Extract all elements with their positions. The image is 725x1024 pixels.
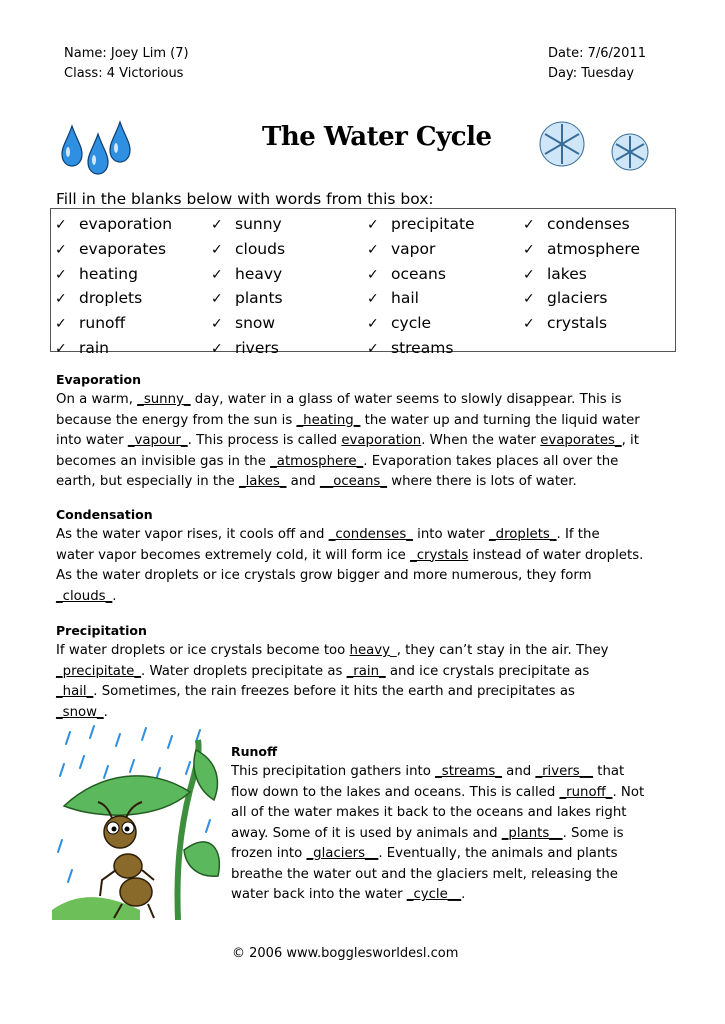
day: Day: Tuesday xyxy=(548,66,635,81)
condensation-section xyxy=(56,505,676,607)
paragraph-line: On a warm, _sunny_ day, water in a glass of water seems to slowly disappear. This is xyxy=(56,392,622,407)
word-bank-item: ✓ rivers xyxy=(211,337,285,362)
filled-blank: evaporation xyxy=(341,433,422,448)
filled-blank: _vapour_ xyxy=(127,433,188,448)
word-bank-item: ✓ droplets xyxy=(55,287,172,312)
checkmark-icon: ✓ xyxy=(211,340,223,357)
checkmark-icon: ✓ xyxy=(367,291,379,308)
word-bank-item: ✓ cycle xyxy=(367,312,475,337)
precipitation-section xyxy=(56,621,676,723)
word-bank-item: ✓ lakes xyxy=(523,263,640,288)
filled-blank: _atmosphere_ xyxy=(270,453,364,469)
word-bank-item: ✓ clouds xyxy=(211,238,285,263)
filled-blank: _lakes_ xyxy=(238,474,287,489)
checkmark-icon: ✓ xyxy=(523,266,535,283)
checkmark-icon: ✓ xyxy=(367,340,379,357)
paragraph-line: _hail_. Sometimes, the rain freezes before it hits the earth and precipitates as xyxy=(56,684,575,699)
paragraph-line: water back into the water _cycle__. xyxy=(231,887,466,902)
checkmark-icon: ✓ xyxy=(55,316,67,333)
checkmark-icon: ✓ xyxy=(211,316,223,333)
title-area xyxy=(250,112,492,172)
filled-blank: _rivers__ xyxy=(535,764,593,779)
student-name: Name: Joey Lim (7) xyxy=(64,46,189,61)
student-info xyxy=(64,44,189,84)
word-bank-item: ✓ oceans xyxy=(367,263,475,288)
date: Date: 7/6/2011 xyxy=(548,46,646,61)
word-bank-item: ✓ evaporation xyxy=(55,213,172,238)
filled-blank: _precipitate_ xyxy=(56,663,141,679)
word-bank-item: ✓ glaciers xyxy=(523,287,640,312)
copyright-footer: © 2006 www.bogglesworldesl.com xyxy=(232,946,459,961)
evaporation-section xyxy=(56,370,676,493)
paragraph-line: earth, but especially in the _lakes_ and __oceans_ where there is lots of water. xyxy=(56,474,577,489)
paragraph-line: all of the water makes it back to the oceans and lakes right xyxy=(231,805,627,820)
word-bank-item: ✓ streams xyxy=(367,337,475,362)
filled-blank: _heating_ xyxy=(296,412,361,428)
checkmark-icon: ✓ xyxy=(523,241,535,258)
word-bank-item: ✓ vapor xyxy=(367,238,475,263)
word-bank-column-3 xyxy=(367,213,475,362)
word-bank-item: ✓ precipitate xyxy=(367,213,475,238)
page-title: The Water Cycle xyxy=(262,122,492,152)
checkmark-icon: ✓ xyxy=(523,291,535,308)
section-title: Evaporation xyxy=(56,372,142,387)
filled-blank: _cycle__ xyxy=(406,887,462,902)
paragraph-line: _clouds_. xyxy=(56,588,117,604)
word-bank-item: ✓ condenses xyxy=(523,213,640,238)
paragraph-line: water vapor becomes extremely cold, it will form ice _crystals instead of water droplets. xyxy=(56,547,644,563)
instructions: Fill in the blanks below with words from this box: xyxy=(56,190,434,208)
filled-blank: _streams_ xyxy=(435,764,502,779)
word-bank-item: ✓ hail xyxy=(367,287,475,312)
filled-blank: _rain_ xyxy=(346,663,386,679)
paragraph-line: into water _vapour_. This process is called evaporation. When the water evaporates_, it xyxy=(56,433,639,448)
checkmark-icon: ✓ xyxy=(367,316,379,333)
checkmark-icon: ✓ xyxy=(211,241,223,258)
word-bank-item: ✓ atmosphere xyxy=(523,238,640,263)
paragraph-line: As the water vapor rises, it cools off and _condenses_ into water _droplets_. If the xyxy=(56,527,600,542)
filled-blank: _sunny_ xyxy=(137,392,191,407)
word-bank-item: ✓ crystals xyxy=(523,312,640,337)
filled-blank: evaporates_ xyxy=(540,433,622,448)
paragraph-line: becomes an invisible gas in the _atmosphere_. Evaporation takes places all over the xyxy=(56,453,619,469)
checkmark-icon: ✓ xyxy=(55,291,67,308)
checkmark-icon: ✓ xyxy=(523,316,535,333)
word-bank-item: ✓ heating xyxy=(55,263,172,288)
checkmark-icon: ✓ xyxy=(367,266,379,283)
filled-blank: _droplets_ xyxy=(489,527,557,542)
word-bank-item: ✓ snow xyxy=(211,312,285,337)
checkmark-icon: ✓ xyxy=(523,217,535,233)
paragraph-line: away. Some of it is used by animals and _plants__. Some is xyxy=(231,825,624,841)
filled-blank: heavy xyxy=(349,643,391,658)
ant-under-leaf-illustration xyxy=(50,720,225,920)
paragraph-line: breathe the water out and the glaciers melt, releasing the xyxy=(231,866,618,882)
student-class: Class: 4 Victorious xyxy=(64,66,184,81)
word-bank-item: ✓ plants xyxy=(211,287,285,312)
word-bank-item: ✓ evaporates xyxy=(55,238,172,263)
paragraph-line: _precipitate_. Water droplets precipitate as _rain_ and ice crystals precipitate as xyxy=(56,663,590,679)
checkmark-icon: ✓ xyxy=(211,266,223,283)
word-bank-column-2 xyxy=(211,213,285,362)
paragraph-line: As the water droplets or ice crystals grow bigger and more numerous, they form xyxy=(56,568,592,583)
filled-blank: _runoff_ xyxy=(559,784,613,800)
date-info xyxy=(548,44,646,84)
checkmark-icon: ✓ xyxy=(367,217,379,233)
word-bank-column-1 xyxy=(55,213,172,362)
checkmark-icon: ✓ xyxy=(55,217,67,233)
filled-blank: _plants__ xyxy=(501,825,563,841)
paragraph-line: _snow_. xyxy=(56,704,108,720)
section-title: Runoff xyxy=(231,744,278,759)
checkmark-icon: ✓ xyxy=(211,217,223,233)
filled-blank: _clouds_ xyxy=(56,588,113,604)
section-title: Condensation xyxy=(56,507,153,522)
filled-blank: _crystals xyxy=(410,547,469,563)
checkmark-icon: ✓ xyxy=(55,266,67,283)
word-bank-item: ✓ heavy xyxy=(211,263,285,288)
filled-blank: _condenses_ xyxy=(328,527,413,542)
section-title: Precipitation xyxy=(56,623,147,638)
checkmark-icon: ✓ xyxy=(211,291,223,308)
paragraph-line: This precipitation gathers into _streams_ and _rivers__ that xyxy=(231,764,625,779)
water-drops-icon xyxy=(58,118,138,178)
filled-blank: __oceans_ xyxy=(319,474,388,489)
runoff-section xyxy=(231,742,651,906)
word-bank-item: ✓ runoff xyxy=(55,312,172,337)
checkmark-icon: ✓ xyxy=(55,241,67,258)
paragraph-line: because the energy from the sun is _heating_ the water up and turning the liquid water xyxy=(56,412,640,428)
word-bank-column-4 xyxy=(523,213,640,337)
word-bank-item: ✓ sunny xyxy=(211,213,285,238)
word-bank-item: ✓ rain xyxy=(55,337,172,362)
checkmark-icon: ✓ xyxy=(367,241,379,258)
filled-blank: _hail_ xyxy=(56,684,94,699)
word-bank xyxy=(50,208,676,357)
filled-blank: _glaciers__ xyxy=(306,846,379,861)
filled-blank: _snow_ xyxy=(56,704,104,720)
checkmark-icon: ✓ xyxy=(55,340,67,357)
paragraph-line: frozen into _glaciers__. Eventually, the animals and plants xyxy=(231,846,618,861)
snowflakes-icon xyxy=(534,118,664,178)
paragraph-line: If water droplets or ice crystals become too heavy_, they can’t stay in the air. They xyxy=(56,643,609,658)
paragraph-line: flow down to the lakes and oceans. This is called _runoff_. Not xyxy=(231,784,645,800)
